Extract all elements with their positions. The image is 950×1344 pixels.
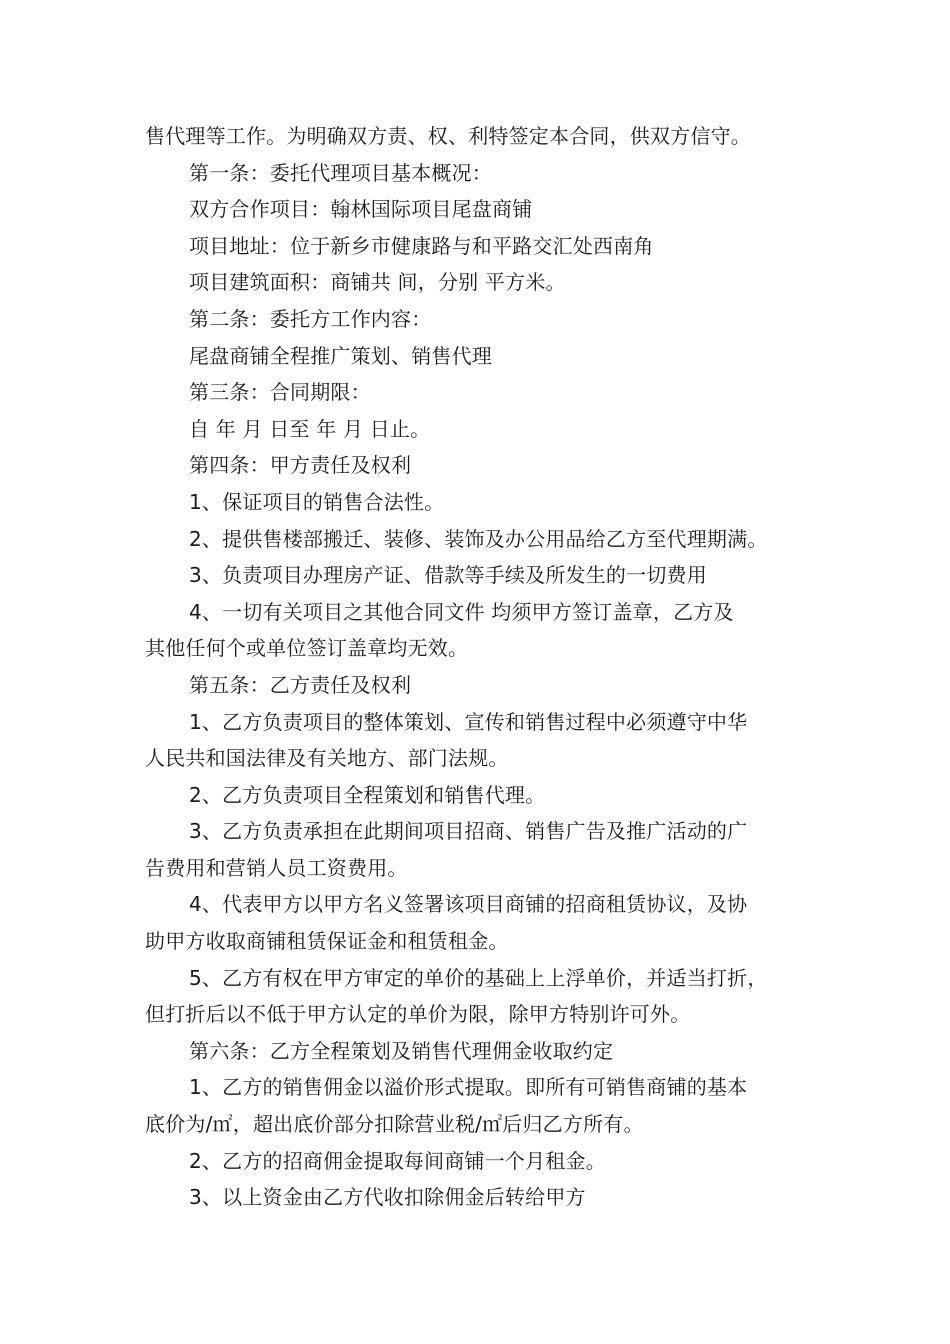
text-line: 第五条：乙方责任及权利 — [189, 672, 412, 697]
text-line: 4、代表甲方以甲方名义签署该项目商铺的招商租赁协议，及协 — [189, 892, 748, 917]
text-line: 第一条：委托代理项目基本概况： — [189, 160, 492, 185]
text-line: 第三条：合同期限： — [189, 380, 371, 405]
text-line: 自 年 月 日至 年 月 日止。 — [189, 416, 431, 441]
document-body — [145, 118, 825, 1216]
text-line: 底价为/㎡，超出底价部分扣除营业税/㎡后归乙方所有。 — [145, 1112, 644, 1137]
text-line: 3、以上资金由乙方代收扣除佣金后转给甲方 — [189, 1185, 586, 1210]
text-line: 3、负责项目办理房产证、借款等手续及所发生的一切费用 — [189, 563, 707, 588]
text-line: 4、一切有关项目之其他合同文件 均须甲方签订盖章，乙方及 — [189, 599, 734, 624]
text-line: 2、乙方的招商佣金提取每间商铺一个月租金。 — [189, 1148, 606, 1173]
text-line: 1、保证项目的销售合法性。 — [189, 489, 445, 514]
text-line: 助甲方收取商铺租赁保证金和租赁租金。 — [145, 929, 509, 954]
text-line: 2、提供售楼部搬迁、装修、装饰及办公用品给乙方至代理期满。 — [189, 526, 768, 551]
text-line: 1、乙方负责项目的整体策划、宣传和销售过程中必须遵守中华 — [189, 709, 748, 734]
text-line: 售代理等工作。为明确双方责、权、利特签定本合同，供双方信守。 — [145, 124, 751, 148]
text-line: 1、乙方的销售佣金以溢价形式提取。即所有可销售商铺的基本 — [189, 1075, 748, 1100]
text-line: 人民共和国法律及有关地方、部门法规。 — [145, 746, 509, 771]
text-line: 但打折后以不低于甲方认定的单价为限，除甲方特别许可外。 — [145, 1002, 691, 1027]
text-line: 2、乙方负责项目全程策划和销售代理。 — [189, 782, 546, 807]
text-line: 项目建筑面积：商铺共 间，分别 平方米。 — [189, 270, 566, 295]
text-line: 双方合作项目：翰林国际项目尾盘商铺 — [189, 197, 533, 222]
text-line: 告费用和营销人员工资费用。 — [145, 855, 408, 880]
text-line: 第四条：甲方责任及权利 — [189, 453, 412, 478]
text-line: 5、乙方有权在甲方审定的单价的基础上上浮单价，并适当打折， — [189, 965, 768, 990]
text-line: 其他任何个或单位签订盖章均无效。 — [145, 636, 469, 661]
text-line: 第六条：乙方全程策划及销售代理佣金收取约定 — [189, 1038, 614, 1063]
text-line: 第二条：委托方工作内容： — [189, 306, 432, 331]
text-line: 项目地址：位于新乡市健康路与和平路交汇处西南角 — [189, 233, 654, 258]
text-line: 3、乙方负责承担在此期间项目招商、销售广告及推广活动的广 — [189, 819, 748, 844]
text-line: 尾盘商铺全程推广策划、销售代理 — [189, 343, 492, 368]
